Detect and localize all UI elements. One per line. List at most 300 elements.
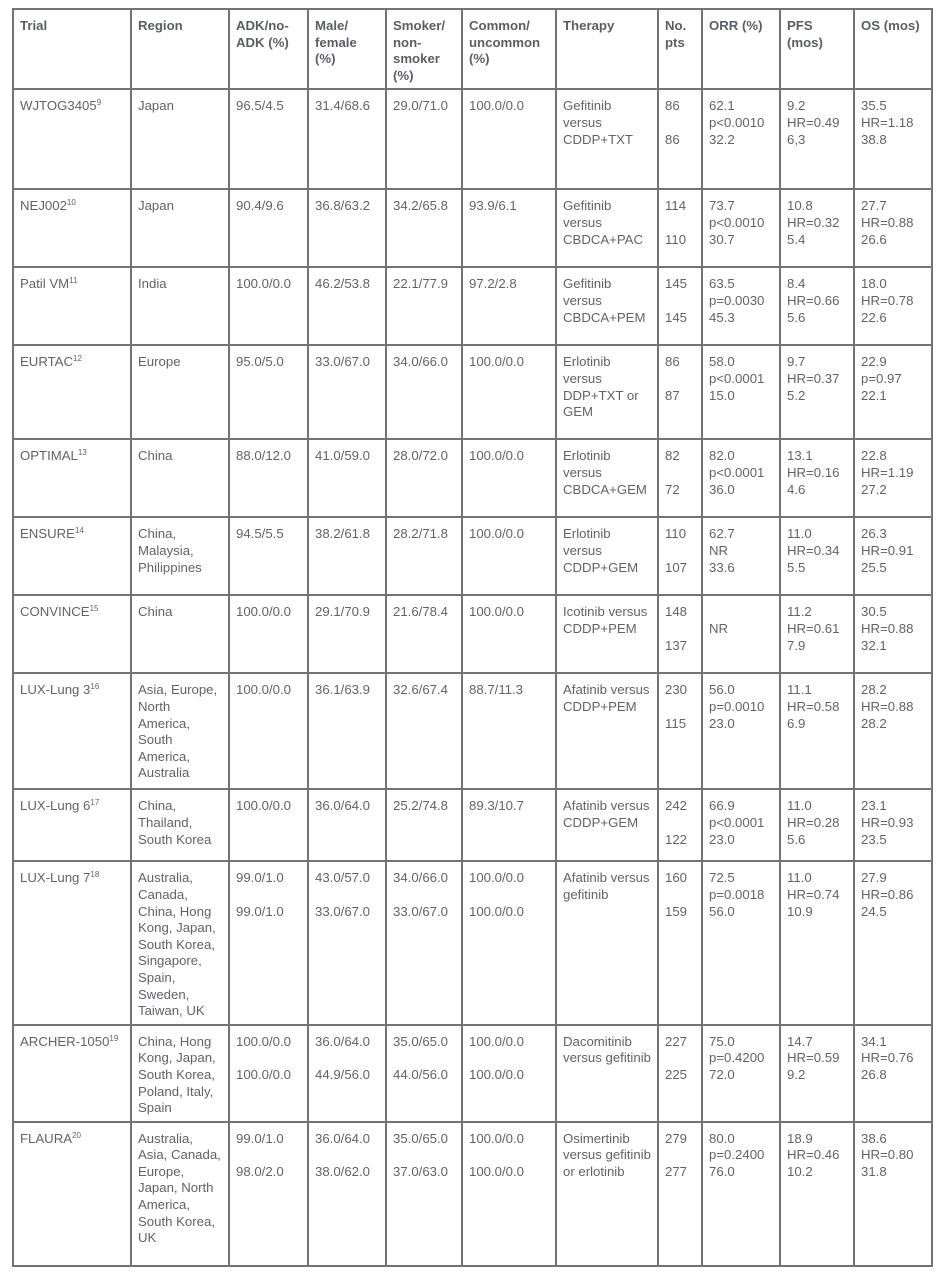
cell-adk xyxy=(229,89,308,189)
pfs-line: 11.0 xyxy=(787,526,812,542)
cell-smoker xyxy=(386,345,462,439)
cell-sex xyxy=(308,1122,386,1266)
orr-line: 63.5 xyxy=(709,276,735,292)
cell-pts xyxy=(658,595,702,673)
header-pts: No. pts xyxy=(658,9,702,89)
cell-pfs xyxy=(780,517,854,595)
trial-name: CONVINCE xyxy=(20,604,90,620)
trial-reference: 20 xyxy=(72,1130,81,1140)
os-line: HR=0.80 xyxy=(861,1147,914,1163)
cell-os xyxy=(854,345,932,439)
orr-line: 58.0 xyxy=(709,354,735,370)
pfs-line: 9.2 xyxy=(787,1066,806,1082)
cell-os xyxy=(854,267,932,345)
cell-os xyxy=(854,789,932,861)
cell-adk xyxy=(229,189,308,267)
sex-value: 38.0/62.0 xyxy=(315,1163,370,1179)
sex-value: 33.0/67.0 xyxy=(315,903,370,919)
line-gap xyxy=(665,371,695,388)
cell-os xyxy=(854,439,932,517)
orr-line: p<0.0010 xyxy=(709,114,765,130)
pts-arm-2: 277 xyxy=(665,1163,688,1179)
adk-value: 96.5/4.5 xyxy=(236,98,284,114)
sex-value: 36.8/63.2 xyxy=(315,198,370,214)
table-row xyxy=(13,861,932,1024)
cell-pts xyxy=(658,1025,702,1122)
cell-pts xyxy=(658,189,702,267)
line-gap xyxy=(665,887,695,904)
trial-reference: 15 xyxy=(89,604,99,614)
cell-pfs xyxy=(780,189,854,267)
orr-line: p=0.2400 xyxy=(709,1147,765,1163)
table-row xyxy=(13,517,932,595)
table-body xyxy=(13,89,932,1265)
adk-value: 94.5/5.5 xyxy=(236,526,284,542)
line-gap xyxy=(665,465,695,482)
os-line: 28.2 xyxy=(861,682,887,698)
table-row xyxy=(13,267,932,345)
orr-line: p<0.0001 xyxy=(709,814,765,830)
cell-smoker xyxy=(386,267,462,345)
line-gap xyxy=(393,1050,455,1067)
header-sex: Male/ female (%) xyxy=(308,9,386,89)
os-line: 28.2 xyxy=(861,715,887,731)
orr-line: 82.0 xyxy=(709,448,735,464)
cell-therapy: Osimertinib versus gefitinib or erlotinib xyxy=(556,1122,658,1266)
pts-arm-2: 107 xyxy=(665,559,688,575)
pfs-line: 5.6 xyxy=(787,831,806,847)
orr-line: 30.7 xyxy=(709,231,735,247)
cell-common xyxy=(462,1122,556,1266)
trial-reference: 11 xyxy=(69,276,78,286)
line-gap xyxy=(665,1050,695,1067)
os-line: HR=1.18 xyxy=(861,114,914,130)
table-row xyxy=(13,673,932,789)
cell-region: China, Thailand, South Korea xyxy=(131,789,229,861)
sex-value: 44.9/56.0 xyxy=(315,1066,370,1082)
trial-reference: 17 xyxy=(90,798,100,808)
smoker-value: 44.0/56.0 xyxy=(393,1066,448,1082)
cell-pts xyxy=(658,89,702,189)
common-value: 100.0/0.0 xyxy=(469,98,524,114)
line-gap xyxy=(665,621,695,638)
pts-arm-2: 225 xyxy=(665,1066,688,1082)
pts-arm-2: 110 xyxy=(665,231,687,247)
header-region: Region xyxy=(131,9,229,89)
cell-trial xyxy=(13,789,131,861)
trial-reference: 16 xyxy=(90,682,100,692)
os-line: 26.6 xyxy=(861,231,887,247)
pfs-line: HR=0.34 xyxy=(787,542,840,558)
orr-line: 36.0 xyxy=(709,481,735,497)
cell-pfs xyxy=(780,1122,854,1266)
cell-orr xyxy=(702,1025,780,1122)
cell-orr xyxy=(702,595,780,673)
cell-adk xyxy=(229,673,308,789)
sex-value: 41.0/59.0 xyxy=(315,448,370,464)
cell-common xyxy=(462,595,556,673)
trial-name: ENSURE xyxy=(20,526,75,542)
cell-sex xyxy=(308,789,386,861)
pfs-line: 5.5 xyxy=(787,559,806,575)
cell-orr xyxy=(702,861,780,1024)
orr-line: 72.0 xyxy=(709,1066,735,1082)
cell-therapy: Afatinib versus gefitinib xyxy=(556,861,658,1024)
pts-arm-1: 279 xyxy=(665,1130,688,1146)
cell-pfs xyxy=(780,595,854,673)
cell-common xyxy=(462,673,556,789)
line-gap xyxy=(665,815,695,832)
os-line: 27.9 xyxy=(861,870,887,886)
orr-line: 80.0 xyxy=(709,1130,735,1146)
orr-line: 75.0 xyxy=(709,1033,735,1049)
common-value: 100.0/0.0 xyxy=(469,1066,524,1082)
cell-region: Europe xyxy=(131,345,229,439)
pfs-line: HR=0.49 xyxy=(787,114,840,130)
smoker-value: 21.6/78.4 xyxy=(393,604,448,620)
pfs-line: 10.8 xyxy=(787,198,813,214)
os-line: 23.5 xyxy=(861,831,887,847)
os-line: p=0.97 xyxy=(861,370,902,386)
cell-pts xyxy=(658,517,702,595)
sex-value: 36.0/64.0 xyxy=(315,798,370,814)
cell-sex xyxy=(308,673,386,789)
trial-name: NEJ002 xyxy=(20,198,67,214)
cell-smoker xyxy=(386,89,462,189)
cell-orr xyxy=(702,1122,780,1266)
cell-sex xyxy=(308,439,386,517)
cell-region: Japan xyxy=(131,89,229,189)
cell-os xyxy=(854,189,932,267)
cell-therapy: Dacomitinib versus gefitinib xyxy=(556,1025,658,1122)
pts-arm-2: 159 xyxy=(665,903,688,919)
pts-arm-1: 242 xyxy=(665,798,688,814)
cell-os xyxy=(854,1122,932,1266)
header-pfs: PFS (mos) xyxy=(780,9,854,89)
pts-arm-1: 145 xyxy=(665,276,688,292)
os-line: HR=0.88 xyxy=(861,620,914,636)
os-line: 27.7 xyxy=(861,198,887,214)
cell-adk xyxy=(229,1025,308,1122)
cell-therapy: Gefitinib versus CDDP+TXT xyxy=(556,89,658,189)
trial-name: LUX-Lung 3 xyxy=(20,682,91,698)
header-trial: Trial xyxy=(13,9,131,89)
smoker-value: 34.0/66.0 xyxy=(393,354,448,370)
cell-trial xyxy=(13,189,131,267)
orr-line: 56.0 xyxy=(709,682,735,698)
adk-value: 100.0/0.0 xyxy=(236,798,291,814)
header-row xyxy=(13,9,932,89)
pts-arm-2: 137 xyxy=(665,637,688,653)
cell-therapy: Erlotinib versus DDP+TXT or GEM xyxy=(556,345,658,439)
line-gap xyxy=(665,699,695,716)
header-adk: ADK/no-ADK (%) xyxy=(229,9,308,89)
orr-line: p=0.0030 xyxy=(709,292,765,308)
orr-line: 45.3 xyxy=(709,309,735,325)
cell-sex xyxy=(308,517,386,595)
trial-name: LUX-Lung 7 xyxy=(20,870,91,886)
adk-value: 88.0/12.0 xyxy=(236,448,291,464)
trial-reference: 9 xyxy=(96,98,102,108)
smoker-value: 37.0/63.0 xyxy=(393,1163,448,1179)
pts-arm-1: 110 xyxy=(665,526,687,542)
trial-name: Patil VM xyxy=(20,276,70,292)
trial-name: EURTAC xyxy=(20,354,73,370)
pfs-line: 10.9 xyxy=(787,903,813,919)
cell-common xyxy=(462,89,556,189)
cell-common xyxy=(462,345,556,439)
cell-adk xyxy=(229,345,308,439)
cell-pfs xyxy=(780,673,854,789)
common-value: 100.0/0.0 xyxy=(469,448,524,464)
pfs-line: HR=0.58 xyxy=(787,698,840,714)
os-line: 35.5 xyxy=(861,98,887,114)
cell-therapy: Gefitinib versus CBDCA+PEM xyxy=(556,267,658,345)
cell-pts xyxy=(658,267,702,345)
header-orr: ORR (%) xyxy=(702,9,780,89)
adk-value: 100.0/0.0 xyxy=(236,604,291,620)
orr-line: 23.0 xyxy=(709,715,735,731)
pfs-line: 8.4 xyxy=(787,276,806,292)
cell-pfs xyxy=(780,439,854,517)
header-smoker: Smoker/ non-smoker (%) xyxy=(386,9,462,89)
common-value: 100.0/0.0 xyxy=(469,1163,524,1179)
pfs-line: 11.0 xyxy=(787,870,812,886)
cell-region: China xyxy=(131,439,229,517)
os-line: 31.8 xyxy=(861,1163,887,1179)
cell-os xyxy=(854,1025,932,1122)
line-gap xyxy=(665,543,695,560)
cell-pfs xyxy=(780,789,854,861)
sex-value: 36.1/63.9 xyxy=(315,682,370,698)
sex-value: 36.0/64.0 xyxy=(315,1033,370,1049)
cell-orr xyxy=(702,267,780,345)
line-gap xyxy=(236,887,301,904)
cell-sex xyxy=(308,189,386,267)
pfs-line: 11.2 xyxy=(787,604,812,620)
pfs-line: 5.4 xyxy=(787,231,806,247)
orr-line: 72.5 xyxy=(709,870,735,886)
cell-adk xyxy=(229,267,308,345)
sex-value: 36.0/64.0 xyxy=(315,1130,370,1146)
cell-trial xyxy=(13,673,131,789)
cell-smoker xyxy=(386,673,462,789)
smoker-value: 34.2/65.8 xyxy=(393,198,448,214)
orr-line: 23.0 xyxy=(709,831,735,847)
smoker-value: 29.0/71.0 xyxy=(393,98,448,114)
cell-orr xyxy=(702,89,780,189)
smoker-value: 34.0/66.0 xyxy=(393,870,448,886)
table-row xyxy=(13,595,932,673)
cell-common xyxy=(462,517,556,595)
line-gap xyxy=(665,293,695,310)
smoker-value: 33.0/67.0 xyxy=(393,903,448,919)
os-line: HR=0.86 xyxy=(861,886,914,902)
cell-sex xyxy=(308,267,386,345)
cell-adk xyxy=(229,1122,308,1266)
orr-line: 56.0 xyxy=(709,903,735,919)
line-gap xyxy=(315,1050,379,1067)
table-row xyxy=(13,89,932,189)
pts-arm-2: 72 xyxy=(665,481,680,497)
cell-common xyxy=(462,861,556,1024)
common-value: 88.7/11.3 xyxy=(469,682,524,698)
orr-line: p<0.0001 xyxy=(709,464,765,480)
line-gap xyxy=(665,1147,695,1164)
cell-common xyxy=(462,267,556,345)
adk-value: 100.0/0.0 xyxy=(236,1066,291,1082)
cell-orr xyxy=(702,439,780,517)
line-gap xyxy=(393,887,455,904)
trial-reference: 13 xyxy=(77,448,87,458)
pfs-line: HR=0.59 xyxy=(787,1050,840,1066)
cell-trial xyxy=(13,439,131,517)
smoker-value: 28.2/71.8 xyxy=(393,526,448,542)
cell-therapy: Icotinib versus CDDP+PEM xyxy=(556,595,658,673)
cell-smoker xyxy=(386,1025,462,1122)
os-line: 26.8 xyxy=(861,1066,887,1082)
pfs-line: HR=0.16 xyxy=(787,464,840,480)
cell-adk xyxy=(229,517,308,595)
adk-value: 98.0/2.0 xyxy=(236,1163,284,1179)
cell-pfs xyxy=(780,267,854,345)
table-row xyxy=(13,345,932,439)
sex-value: 46.2/53.8 xyxy=(315,276,370,292)
line-gap xyxy=(315,1147,379,1164)
orr-line: p=0.4200 xyxy=(709,1050,765,1066)
table-row xyxy=(13,1025,932,1122)
table-row xyxy=(13,789,932,861)
cell-therapy: Erlotinib versus CDDP+GEM xyxy=(556,517,658,595)
adk-value: 90.4/9.6 xyxy=(236,198,284,214)
smoker-value: 22.1/77.9 xyxy=(393,276,448,292)
sex-value: 38.2/61.8 xyxy=(315,526,370,542)
cell-orr xyxy=(702,345,780,439)
os-line: 22.6 xyxy=(861,309,887,325)
trial-name: OPTIMAL xyxy=(20,448,78,464)
os-line: HR=0.76 xyxy=(861,1050,914,1066)
orr-line: 62.7 xyxy=(709,526,735,542)
common-value: 100.0/0.0 xyxy=(469,903,524,919)
cell-orr xyxy=(702,789,780,861)
orr-line: 32.2 xyxy=(709,131,735,147)
pfs-line: HR=0.66 xyxy=(787,292,840,308)
cell-region: India xyxy=(131,267,229,345)
os-line: 30.5 xyxy=(861,604,887,620)
pfs-line: 6,3 xyxy=(787,131,806,147)
os-line: 23.1 xyxy=(861,798,887,814)
cell-region: China xyxy=(131,595,229,673)
cell-sex xyxy=(308,861,386,1024)
cell-sex xyxy=(308,345,386,439)
os-line: 22.8 xyxy=(861,448,887,464)
os-line: 24.5 xyxy=(861,903,887,919)
sex-value: 43.0/57.0 xyxy=(315,870,370,886)
orr-line xyxy=(709,638,773,655)
cell-region: Australia, Canada, China, Hong Kong, Japan, South Korea, Singapore, Spain, Sweden, Taiwan, UK xyxy=(131,861,229,1024)
pfs-line: HR=0.74 xyxy=(787,886,840,902)
os-line: 38.8 xyxy=(861,131,887,147)
os-line: HR=0.93 xyxy=(861,814,914,830)
pts-arm-1: 114 xyxy=(665,198,687,214)
pts-arm-1: 227 xyxy=(665,1033,688,1049)
common-value: 97.2/2.8 xyxy=(469,276,517,292)
table-row xyxy=(13,189,932,267)
trial-reference: 12 xyxy=(73,354,82,364)
line-gap xyxy=(469,1050,549,1067)
pts-arm-2: 122 xyxy=(665,831,688,847)
cell-os xyxy=(854,517,932,595)
orr-line: 62.1 xyxy=(709,98,735,114)
line-gap xyxy=(315,887,379,904)
pfs-line: 13.1 xyxy=(787,448,813,464)
orr-line: NR xyxy=(709,542,729,558)
orr-line: 66.9 xyxy=(709,798,735,814)
cell-therapy: Afatinib versus CDDP+GEM xyxy=(556,789,658,861)
pts-arm-1: 148 xyxy=(665,604,688,620)
cell-smoker xyxy=(386,595,462,673)
line-gap xyxy=(665,215,695,232)
sex-value: 33.0/67.0 xyxy=(315,354,370,370)
os-line: 38.6 xyxy=(861,1130,887,1146)
pfs-line: 5.2 xyxy=(787,387,806,403)
cell-pts xyxy=(658,345,702,439)
common-value: 93.9/6.1 xyxy=(469,198,517,214)
pts-arm-1: 230 xyxy=(665,682,688,698)
common-value: 100.0/0.0 xyxy=(469,354,524,370)
os-line: 25.5 xyxy=(861,559,887,575)
cell-pts xyxy=(658,789,702,861)
cell-common xyxy=(462,1025,556,1122)
cell-therapy: Afatinib versus CDDP+PEM xyxy=(556,673,658,789)
os-line: HR=0.88 xyxy=(861,214,914,230)
common-value: 89.3/10.7 xyxy=(469,798,524,814)
pfs-line: 4.6 xyxy=(787,481,806,497)
cell-smoker xyxy=(386,189,462,267)
cell-trial xyxy=(13,89,131,189)
orr-line: p<0.0001 xyxy=(709,370,765,386)
os-line: HR=0.88 xyxy=(861,698,914,714)
common-value: 100.0/0.0 xyxy=(469,604,524,620)
sex-value: 31.4/68.6 xyxy=(315,98,370,114)
cell-pts xyxy=(658,673,702,789)
pfs-line: 10.2 xyxy=(787,1163,813,1179)
cell-adk xyxy=(229,595,308,673)
pts-arm-2: 115 xyxy=(665,715,687,731)
orr-line: 15.0 xyxy=(709,387,735,403)
cell-common xyxy=(462,789,556,861)
trial-name: WJTOG3405 xyxy=(20,98,97,114)
trial-name: FLAURA xyxy=(20,1130,73,1146)
header-therapy: Therapy xyxy=(556,9,658,89)
pfs-line: 9.2 xyxy=(787,98,806,114)
cell-adk xyxy=(229,789,308,861)
cell-region: Japan xyxy=(131,189,229,267)
os-line: 18.0 xyxy=(861,276,887,292)
adk-value: 99.0/1.0 xyxy=(236,870,284,886)
trial-reference: 10 xyxy=(66,198,76,208)
common-value: 100.0/0.0 xyxy=(469,1130,524,1146)
pfs-line: 11.1 xyxy=(787,682,812,698)
table-row xyxy=(13,1122,932,1266)
smoker-value: 28.0/72.0 xyxy=(393,448,448,464)
pfs-line: 5.6 xyxy=(787,309,806,325)
pts-arm-1: 82 xyxy=(665,448,680,464)
orr-line: p=0.0010 xyxy=(709,698,765,714)
cell-common xyxy=(462,439,556,517)
trials-table xyxy=(12,8,933,1267)
pts-arm-2: 86 xyxy=(665,131,680,147)
